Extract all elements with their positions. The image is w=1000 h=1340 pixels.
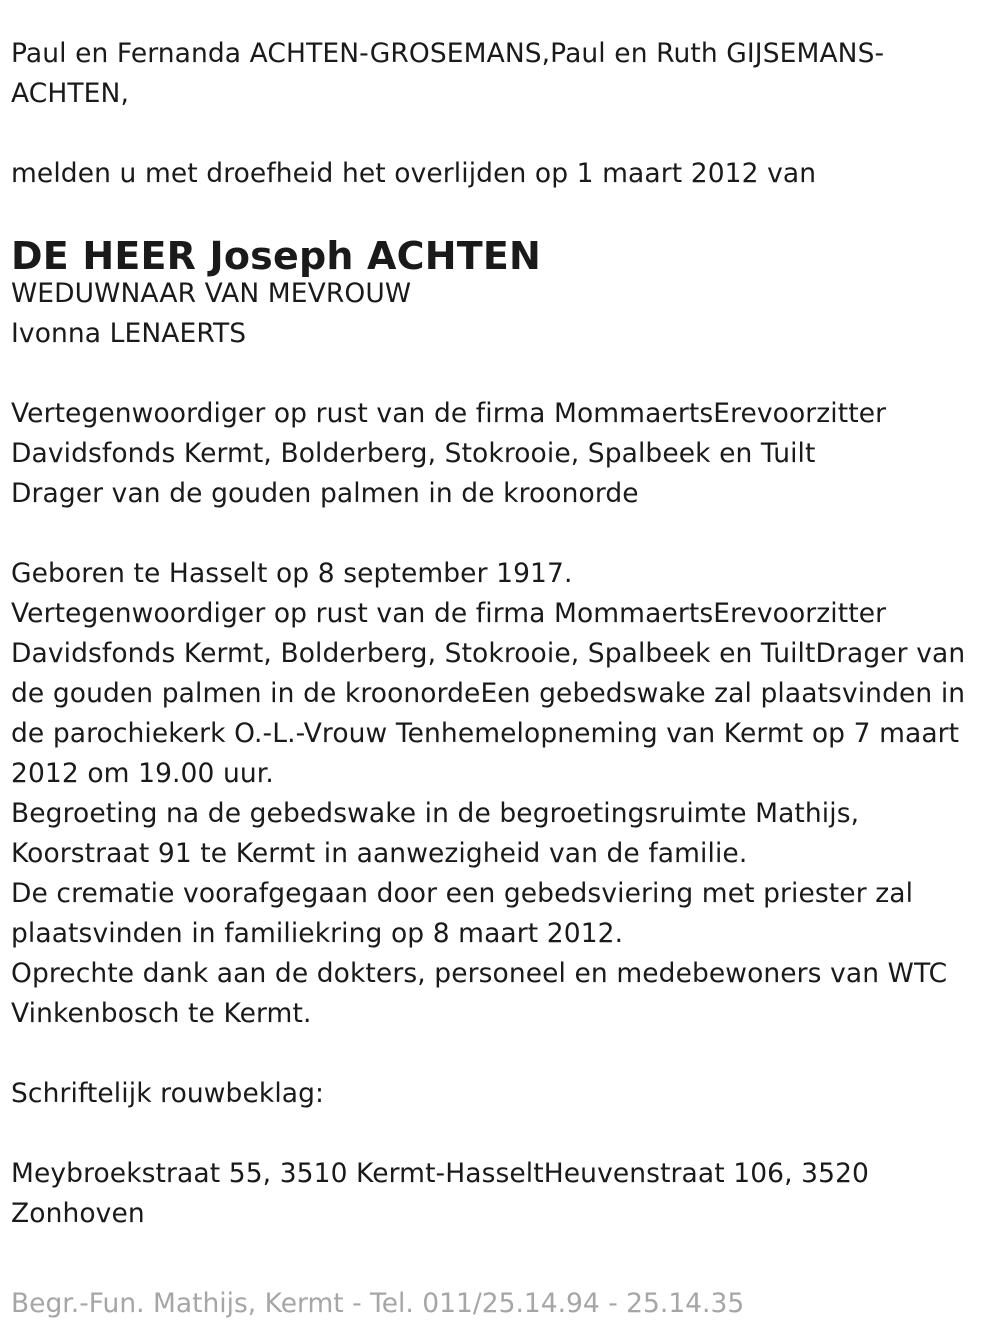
details-line: de gouden palmen in de kroonordeEen gebedswake zal plaatsvinden in (11, 678, 966, 709)
announcers-block (11, 34, 981, 114)
spouse-block (11, 274, 981, 354)
spacer (11, 114, 981, 154)
obituary-notice (11, 34, 981, 1234)
titles-line: Davidsfonds Kermt, Bolderberg, Stokrooie, Spalbeek en Tuilt (11, 438, 816, 469)
titles-block (11, 394, 981, 514)
deceased-name: DE HEER Joseph ACHTEN (11, 234, 542, 278)
details-line: Davidsfonds Kermt, Bolderberg, Stokrooie, Spalbeek en TuiltDrager van (11, 638, 966, 669)
announcers-line: Paul en Fernanda ACHTEN-GROSEMANS,Paul en Ruth GIJSEMANS- (11, 38, 885, 69)
details-line: de parochiekerk O.-L.-Vrouw Tenhemelopneming van Kermt op 7 maart (11, 718, 960, 749)
details-line: Oprechte dank aan de dokters, personeel en medebewoners van WTC (11, 958, 948, 989)
titles-line: Vertegenwoordiger op rust van de firma MommaertsErevoorzitter (11, 398, 887, 429)
spacer (11, 514, 981, 554)
spacer (11, 1114, 981, 1154)
spacer (11, 194, 981, 234)
spouse-line: Ivonna LENAERTS (11, 318, 247, 349)
details-line: plaatsvinden in familiekring op 8 maart 2012. (11, 918, 624, 949)
address-block (11, 1154, 981, 1234)
address-line: Meybroekstraat 55, 3510 Kermt-HasseltHeuvenstraat 106, 3520 (11, 1158, 870, 1189)
details-line: Geboren te Hasselt op 8 september 1917. (11, 558, 573, 589)
address-line: Zonhoven (11, 1198, 145, 1229)
details-line: 2012 om 19.00 uur. (11, 758, 274, 789)
spouse-line: WEDUWNAAR VAN MEVROUW (11, 278, 412, 309)
titles-line: Drager van de gouden palmen in de kroonorde (11, 478, 639, 509)
details-line: De crematie voorafgegaan door een gebedsviering met priester zal (11, 878, 914, 909)
announcers-line: ACHTEN, (11, 78, 129, 109)
spacer (11, 354, 981, 394)
details-line: Koorstraat 91 te Kermt in aanwezigheid van de familie. (11, 838, 748, 869)
condolence-label: Schriftelijk rouwbeklag: (11, 1078, 325, 1109)
funeral-home-footer: Begr.-Fun. Mathijs, Kermt - Tel. 011/25.14.94 - 25.14.35 (11, 1288, 745, 1319)
details-line: Vertegenwoordiger op rust van de firma MommaertsErevoorzitter (11, 598, 887, 629)
details-line: Begroeting na de gebedswake in de begroetingsruimte Mathijs, (11, 798, 860, 829)
details-line: Vinkenbosch te Kermt. (11, 998, 312, 1029)
spacer (11, 1034, 981, 1074)
details-block (11, 554, 981, 1034)
announcement-text: melden u met droefheid het overlijden op 1 maart 2012 van (11, 158, 817, 189)
